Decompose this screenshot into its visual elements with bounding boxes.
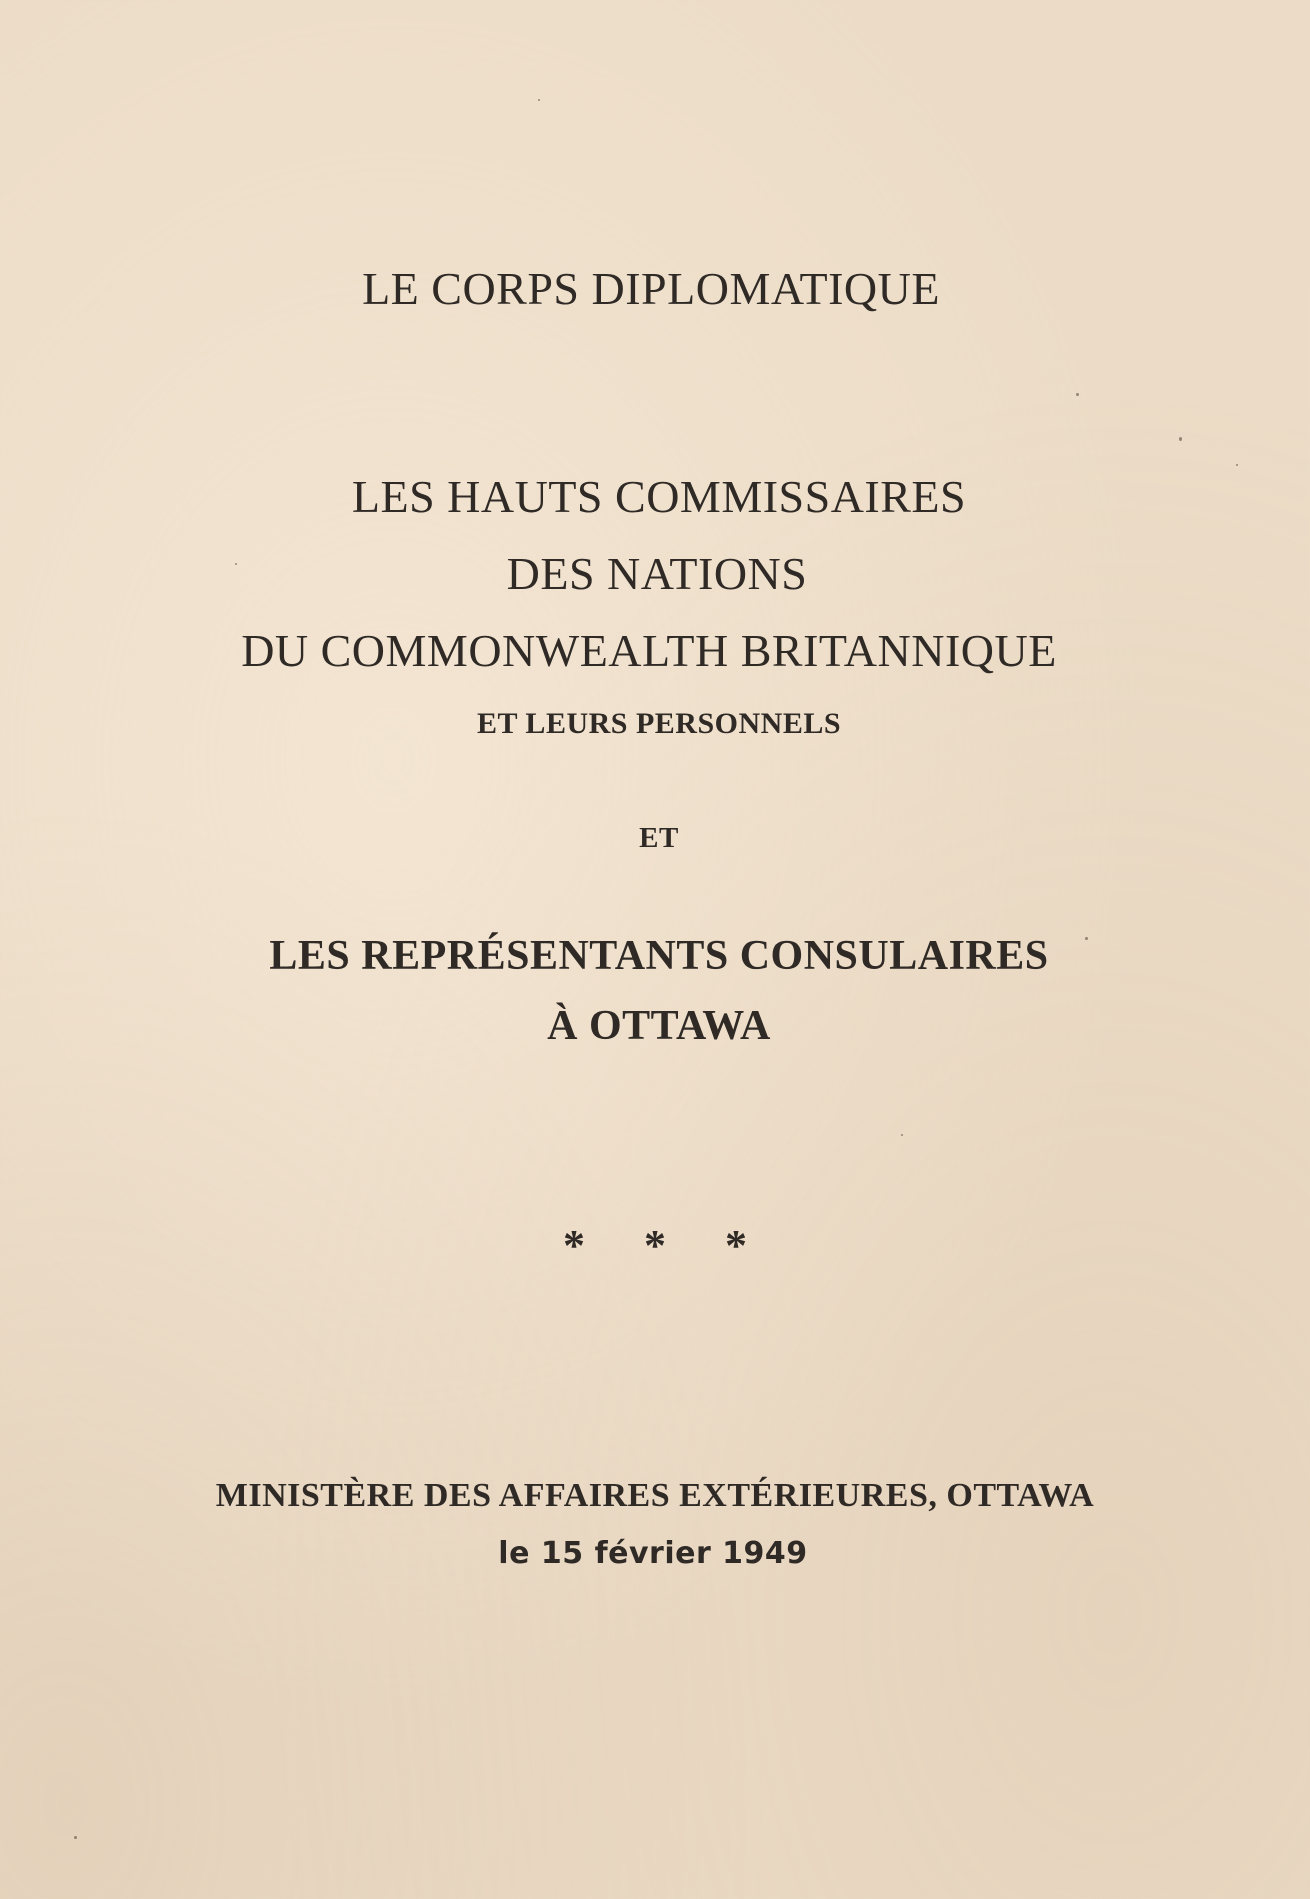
heading-line: À OTTAWA [547, 1003, 771, 1049]
document-title: LE CORPS DIPLOMATIQUE [362, 263, 940, 314]
asterisk-separator [0, 1220, 1310, 1271]
asterisk-mark: * [725, 1221, 747, 1270]
asterisk-mark: * [644, 1221, 666, 1270]
asterisk-mark: * [563, 1221, 585, 1270]
heading-line: LES HAUTS COMMISSAIRES [351, 471, 967, 522]
conjunction-text: ET [639, 822, 679, 854]
heading-line: LES REPRÉSENTANTS CONSULAIRES [269, 933, 1049, 979]
paper-speck [1236, 464, 1238, 466]
paper-speck [74, 1836, 77, 1839]
heading-line: DES NATIONS [506, 548, 808, 599]
subheading-line: ET LEURS PERSONNELS [476, 707, 842, 740]
paper-speck [1076, 393, 1079, 396]
paper-speck [235, 563, 237, 565]
heading-line: DU COMMONWEALTH BRITANNIQUE [241, 625, 1057, 676]
publication-date: le 15 février 1949 [498, 1536, 808, 1571]
paper-speck [1085, 937, 1088, 940]
paper-speck [901, 1134, 903, 1136]
paper-speck [1179, 437, 1182, 441]
publisher-line: MINISTÈRE DES AFFAIRES EXTÉRIEURES, OTTAWA [215, 1477, 1095, 1514]
paper-speck [538, 99, 540, 101]
